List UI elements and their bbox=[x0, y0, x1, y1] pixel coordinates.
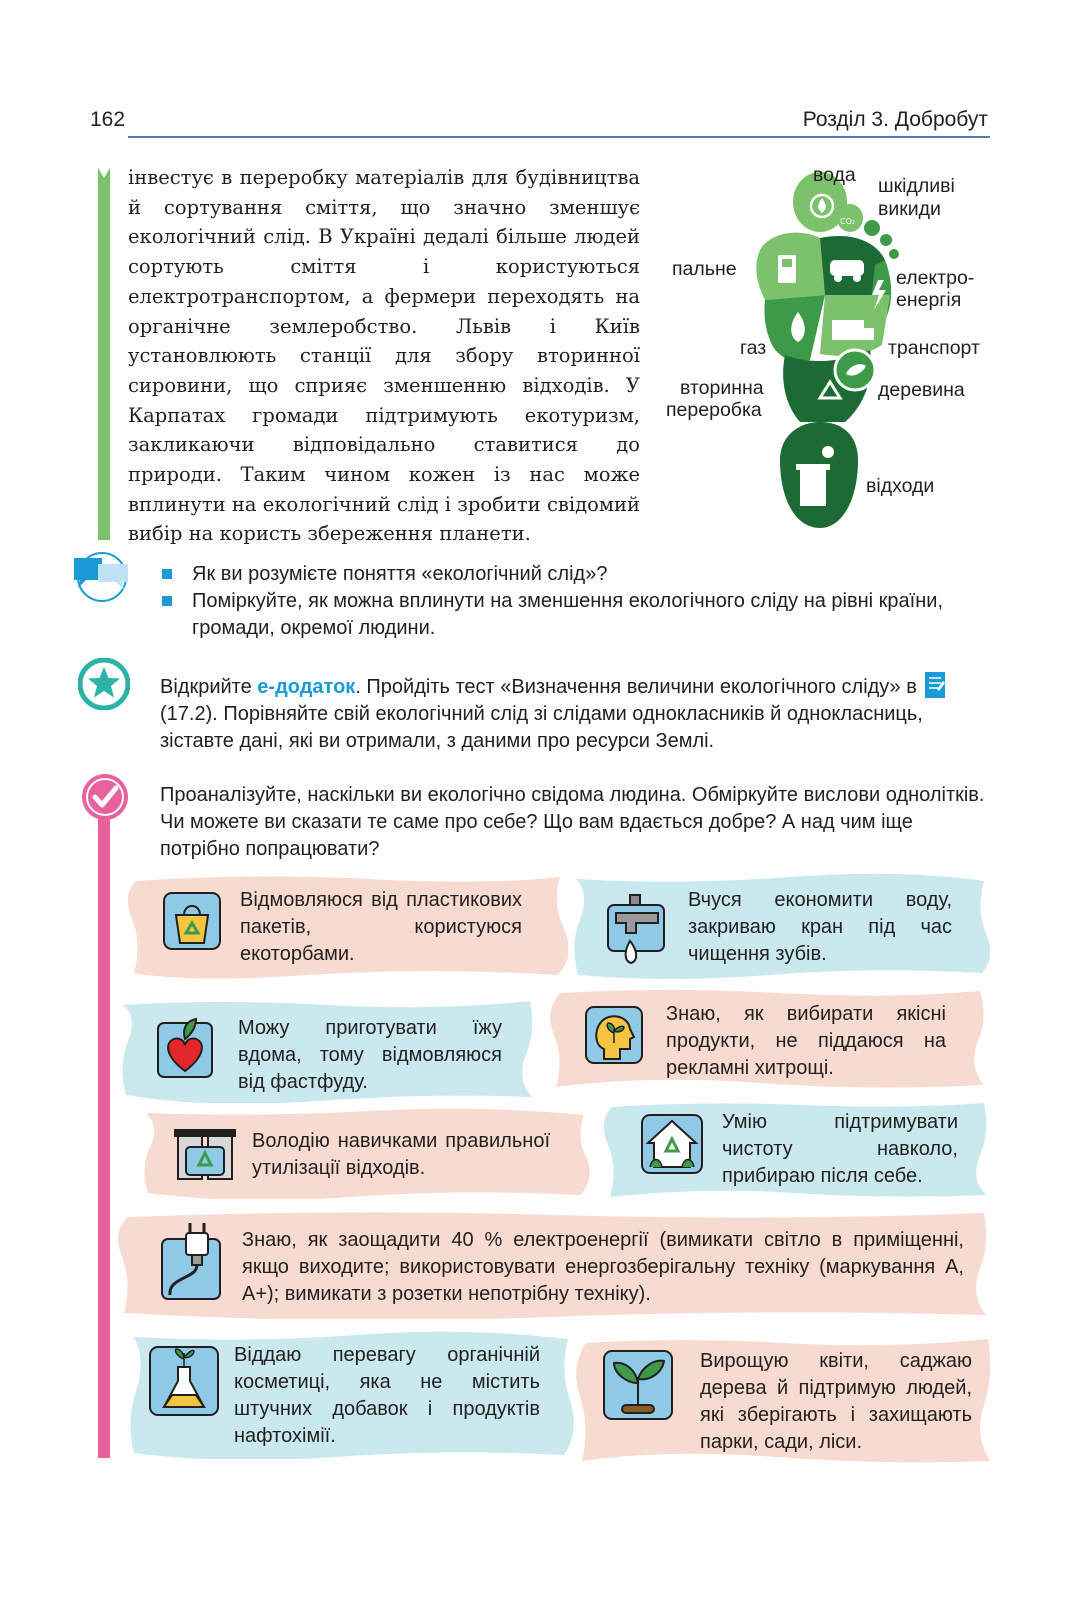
statement-card-5 bbox=[140, 1107, 590, 1199]
mind-leaf-icon bbox=[584, 1005, 644, 1065]
statement-card-3 bbox=[118, 997, 536, 1103]
statement-card-7 bbox=[118, 1209, 990, 1319]
statement-card-2-text: Вчуся економити воду, закриваю кран під час чищення зубів. bbox=[688, 889, 952, 965]
intro-paragraph: інвестує в переробку матеріалів для будівництва й сортування сміття, що значно зменшує екологічний слід. В Україні дедалі більше людей сортують сміття і користуються електротранспортом, а фермери переходять на органічне землеробство. Львів і Київ установлюють станції для збору вторинної сировини, що сприяє зменшенню відходів. У Карпатах громади підтримують екотуризм, закликаючи відповідально ставитися до природи. Таким чином кожен із нас може вплинути на екологічний слід і зробити свідомий вибір на користь збереження планети. bbox=[128, 166, 640, 546]
trash-bin-lid bbox=[796, 464, 830, 470]
section-title: Розділ 3. Добробут bbox=[802, 108, 988, 131]
statement-card-2 bbox=[570, 873, 990, 979]
discussion-question-2: Поміркуйте, як можна вплинути на зменшення екологічного сліду на рівні країни, громади, окремої людини. bbox=[160, 588, 990, 642]
discussion-questions bbox=[160, 561, 990, 642]
toe-small-2 bbox=[880, 234, 892, 246]
statement-card-6 bbox=[604, 1099, 990, 1199]
label-gas: газ bbox=[740, 337, 767, 359]
e-supplement-link[interactable]: е-додаток bbox=[257, 676, 356, 698]
label-emissions-1: шкідливі bbox=[878, 175, 955, 197]
statement-card-3-text: Можу приготувати їжу вдома, тому відмовляюся від фастфуду. bbox=[238, 1017, 502, 1093]
sprout-icon bbox=[602, 1349, 674, 1421]
checkmark-icon bbox=[80, 772, 130, 822]
eco-bag-icon bbox=[162, 891, 222, 951]
statement-card-8 bbox=[126, 1331, 574, 1459]
statement-card-8-text: Віддаю перевагу органічній косметиці, яка не містить штучних добавок і продуктів нафтохімії. bbox=[234, 1344, 540, 1447]
notebook-icon[interactable] bbox=[923, 671, 947, 699]
car-wheel-left bbox=[834, 274, 842, 282]
etask-before: Відкрийте bbox=[160, 676, 258, 698]
organic-flask-icon bbox=[148, 1345, 220, 1417]
eco-house-icon bbox=[640, 1113, 704, 1175]
trash-bin-icon bbox=[800, 470, 826, 506]
apple-heart-icon bbox=[156, 1015, 214, 1079]
star-task-icon bbox=[78, 658, 130, 710]
toe-small-1 bbox=[864, 220, 880, 236]
car-icon bbox=[830, 260, 864, 276]
statement-card-9 bbox=[576, 1335, 994, 1465]
statement-card-7-text: Знаю, як заощадити 40 % електроенергії (вимикати світло в приміщенні, якщо виходите; використовувати енергозберігальну техніку (маркування А, А+); вимикати з розетки непотрібну техніку). bbox=[242, 1229, 964, 1305]
statement-card-9-text: Вирощую квіти, саджаю дерева й підтримую людей, які зберігають і захищають парки, сади, ліси. bbox=[700, 1350, 972, 1453]
label-electricity-2: енергія bbox=[896, 289, 962, 311]
etask-middle: . Пройдіть тест «Визначення величини екологічного сліду» в bbox=[355, 676, 917, 698]
label-fuel: пальне bbox=[672, 258, 737, 280]
water-tap-icon bbox=[606, 891, 666, 969]
power-plug-icon bbox=[158, 1219, 224, 1303]
recycle-bins-icon bbox=[172, 1125, 238, 1183]
discussion-bubbles-icon bbox=[72, 550, 132, 604]
green-margin-bar bbox=[98, 166, 110, 540]
statement-card-4 bbox=[550, 987, 990, 1091]
label-emissions-2: викиди bbox=[878, 198, 941, 220]
statement-card-5-text: Володію навичками правильної утилізації відходів. bbox=[252, 1130, 550, 1179]
label-transport: транспорт bbox=[888, 337, 980, 359]
statement-card-6-text: Умію підтримувати чистоту навколо, прибираю після себе. bbox=[722, 1111, 958, 1187]
car-wheel-right bbox=[853, 274, 861, 282]
label-recycling-2: переробка bbox=[666, 399, 762, 421]
toe-small-3 bbox=[889, 249, 899, 259]
statement-card-1-text: Відмовляюся від пластикових пакетів, користуюся екоторбами. bbox=[240, 889, 522, 965]
statement-card-1 bbox=[128, 873, 568, 979]
page-number: 162 bbox=[90, 108, 126, 131]
etask-after: (17.2). Порівняйте свій екологічний слід зі слідами однокласників й однокласниць, зіставте дані, які ви отримали, з даними про ресурси Землі. bbox=[160, 703, 923, 752]
truck-cab bbox=[864, 328, 874, 340]
label-electricity-1: електро- bbox=[896, 267, 975, 289]
label-recycling-1: вторинна bbox=[680, 377, 764, 399]
co2-icon: CO₂ bbox=[840, 217, 856, 226]
self-check-prompt: Проаналізуйте, наскільки ви екологічно свідома людина. Обміркуйте вислови однолітків. Чи можете ви сказати те саме про себе? Що вам вдається добре? А над чим іще потрібно попрацювати? bbox=[160, 784, 985, 860]
label-wood: деревина bbox=[878, 379, 965, 401]
statement-card-4-text: Знаю, як вибирати якісні продукти, не піддаюся на рекламні хитрощі. bbox=[666, 1003, 946, 1079]
ecological-footprint-infographic bbox=[660, 160, 1010, 540]
truck-icon bbox=[832, 320, 864, 340]
header-rule bbox=[128, 136, 990, 138]
label-water: вода bbox=[813, 164, 856, 186]
pink-margin-bar bbox=[98, 790, 110, 1458]
discussion-question-1: Як ви розумієте поняття «екологічний слід»? bbox=[160, 561, 990, 588]
label-waste: відходи bbox=[866, 475, 935, 497]
person-head-icon bbox=[822, 446, 834, 458]
etask-paragraph bbox=[160, 671, 990, 755]
fuel-pump-window bbox=[782, 259, 792, 267]
green-bar-notch bbox=[97, 166, 111, 178]
